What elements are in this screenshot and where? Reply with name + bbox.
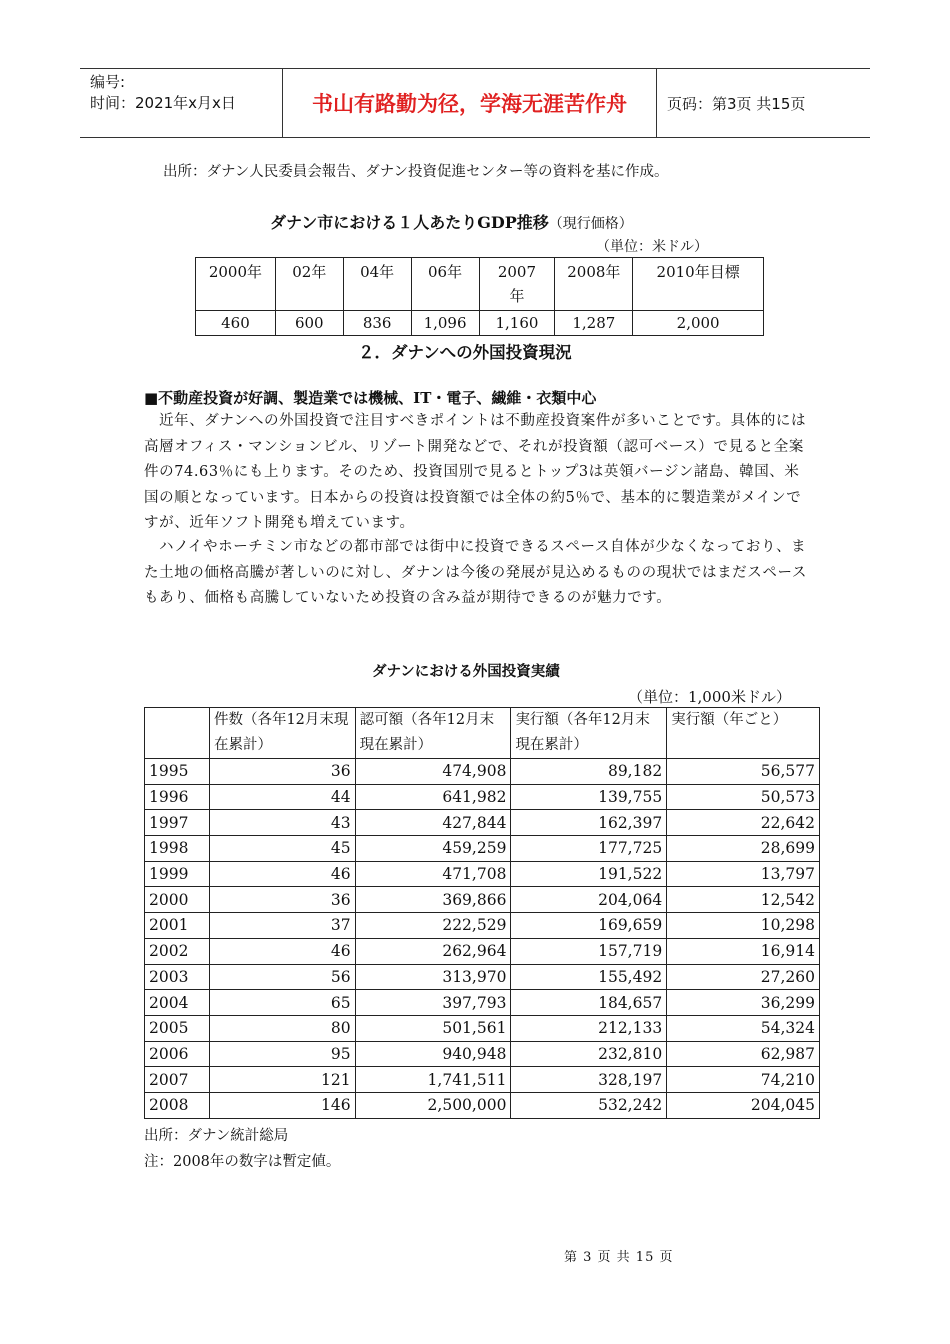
section-title: ２．ダナンへの外国投資現況 [358, 343, 572, 362]
gdp-table-title [270, 210, 633, 233]
fdi-header-cell: 実行額（各年12月末現在累計） [511, 708, 667, 759]
gdp-title-text: ダナン市における１人あたりGDP推移 [270, 213, 549, 232]
fdi-value-cell: 177,725 [511, 836, 667, 862]
gdp-header-cell: 02年 [275, 258, 343, 311]
fdi-year-cell: 1998 [145, 836, 210, 862]
fdi-year-cell: 1999 [145, 861, 210, 887]
gdp-value-cell: 600 [275, 311, 343, 336]
fdi-year-cell: 1995 [145, 759, 210, 785]
gdp-value-cell: 1,287 [555, 311, 633, 336]
fdi-year-cell: 2002 [145, 938, 210, 964]
fdi-value-cell: 474,908 [355, 759, 511, 785]
fdi-header-cell: 認可額（各年12月末現在累計） [355, 708, 511, 759]
header-meta [80, 69, 282, 137]
fdi-value-cell: 27,260 [667, 964, 820, 990]
fdi-value-cell: 212,133 [511, 1015, 667, 1041]
fdi-value-cell: 427,844 [355, 810, 511, 836]
fdi-value-cell: 44 [209, 784, 355, 810]
fdi-row [145, 1015, 820, 1041]
gdp-source-note: 出所：ダナン人民委員会報告、ダナン投資促進センター等の資料を基に作成。 [163, 164, 669, 180]
fdi-value-cell: 459,259 [355, 836, 511, 862]
paragraph-1: 近年、ダナンへの外国投資で注目すべきポイントは不動産投資案件が多いことです。具体的には高層オフィス・マンションビル、リゾート開発などで、それが投資額（認可ベース）で見ると全案件の74.63％にも上ります。そのため、投資国別で見るとトップ3は英領バージン諸島、韓国、米国の順となっています。日本からの投資は投資額では全体の約5％で、基本的に製造業がメインですが、近年ソフト開発も増えています。 [144, 413, 807, 531]
fdi-value-cell: 56 [209, 964, 355, 990]
fdi-value-cell: 45 [209, 836, 355, 862]
fdi-value-cell: 369,866 [355, 887, 511, 913]
header-motto: 书山有路勤为径，学海无涯苦作舟 [282, 69, 657, 137]
fdi-year-cell: 2005 [145, 1015, 210, 1041]
page-header [80, 68, 870, 138]
fdi-value-cell: 12,542 [667, 887, 820, 913]
fdi-value-cell: 50,573 [667, 784, 820, 810]
fdi-value-cell: 43 [209, 810, 355, 836]
fdi-row [145, 836, 820, 862]
fdi-year-cell: 2008 [145, 1092, 210, 1118]
fdi-value-cell: 37 [209, 913, 355, 939]
fdi-unit: （単位：1,000米ドル） [628, 688, 791, 706]
fdi-table-title: ダナンにおける外国投資実績 [372, 663, 560, 680]
fdi-value-cell: 22,642 [667, 810, 820, 836]
fdi-row [145, 913, 820, 939]
fdi-year-cell: 2001 [145, 913, 210, 939]
fdi-value-cell: 95 [209, 1041, 355, 1067]
fdi-value-cell: 641,982 [355, 784, 511, 810]
fdi-value-cell: 204,045 [667, 1092, 820, 1118]
gdp-header-cell: 2000年 [196, 258, 276, 311]
fdi-value-cell: 532,242 [511, 1092, 667, 1118]
fdi-year-cell: 2006 [145, 1041, 210, 1067]
gdp-header-cell: 2008年 [555, 258, 633, 311]
fdi-value-cell: 36 [209, 887, 355, 913]
gdp-table [195, 257, 764, 336]
fdi-value-cell: 471,708 [355, 861, 511, 887]
fdi-year-cell: 1997 [145, 810, 210, 836]
fdi-value-cell: 169,659 [511, 913, 667, 939]
fdi-header-cell [145, 708, 210, 759]
fdi-value-cell: 54,324 [667, 1015, 820, 1041]
fdi-value-cell: 80 [209, 1015, 355, 1041]
fdi-value-cell: 397,793 [355, 990, 511, 1016]
fdi-header-cell: 実行額（年ごと） [667, 708, 820, 759]
document-date: 时间：2021年x月x日 [90, 94, 236, 112]
gdp-value-cell: 1,096 [411, 311, 479, 336]
section-bullet-heading: ■不動産投資が好調、製造業では機械、IT・電子、繊維・衣類中心 [144, 389, 597, 407]
fdi-value-cell: 36 [209, 759, 355, 785]
gdp-header-cell: 2007年 [479, 258, 555, 311]
fdi-value-cell: 28,699 [667, 836, 820, 862]
fdi-value-cell: 157,719 [511, 938, 667, 964]
fdi-value-cell: 16,914 [667, 938, 820, 964]
fdi-row [145, 990, 820, 1016]
gdp-header-row [196, 258, 764, 311]
gdp-value-cell: 460 [196, 311, 276, 336]
paragraph-2: ハノイやホーチミン市などの都市部では街中に投資できるスペース自体が少なくなっており、また土地の価格高騰が著しいのに対し、ダナンは今後の発展が見込めるものの現状ではまだスペースもあり、価格も高騰していないため投資の含み益が期待できるのが魅力です。 [144, 539, 807, 606]
fdi-value-cell: 222,529 [355, 913, 511, 939]
header-page-info: 页码：第3页 共15页 [667, 94, 806, 113]
fdi-body [145, 759, 820, 1119]
fdi-value-cell: 2,500,000 [355, 1092, 511, 1118]
fdi-value-cell: 940,948 [355, 1041, 511, 1067]
gdp-header-cell: 2010年目標 [633, 258, 764, 311]
fdi-year-cell: 1996 [145, 784, 210, 810]
fdi-row [145, 964, 820, 990]
fdi-value-cell: 162,397 [511, 810, 667, 836]
fdi-value-cell: 46 [209, 861, 355, 887]
gdp-value-cell: 2,000 [633, 311, 764, 336]
fdi-year-cell: 2004 [145, 990, 210, 1016]
fdi-value-cell: 501,561 [355, 1015, 511, 1041]
fdi-value-cell: 262,964 [355, 938, 511, 964]
fdi-value-cell: 232,810 [511, 1041, 667, 1067]
fdi-value-cell: 74,210 [667, 1067, 820, 1093]
fdi-year-cell: 2007 [145, 1067, 210, 1093]
fdi-value-cell: 146 [209, 1092, 355, 1118]
gdp-header-cell: 04年 [343, 258, 411, 311]
fdi-row [145, 861, 820, 887]
fdi-value-cell: 36,299 [667, 990, 820, 1016]
fdi-value-cell: 204,064 [511, 887, 667, 913]
fdi-value-cell: 313,970 [355, 964, 511, 990]
page-footer: 第 3 页 共 15 页 [564, 1250, 674, 1265]
fdi-row [145, 784, 820, 810]
fdi-value-cell: 139,755 [511, 784, 667, 810]
fdi-value-cell: 191,522 [511, 861, 667, 887]
fdi-row [145, 887, 820, 913]
fdi-value-cell: 1,741,511 [355, 1067, 511, 1093]
document-number-label: 编号: [90, 73, 126, 91]
fdi-value-cell: 46 [209, 938, 355, 964]
fdi-source-note: 出所：ダナン統計総局 [144, 1128, 289, 1144]
fdi-value-cell: 121 [209, 1067, 355, 1093]
gdp-unit: （単位：米ドル） [596, 239, 708, 255]
fdi-year-cell: 2003 [145, 964, 210, 990]
fdi-header-cell: 件数（各年12月末現在累計） [209, 708, 355, 759]
fdi-value-cell: 328,197 [511, 1067, 667, 1093]
fdi-value-cell: 56,577 [667, 759, 820, 785]
fdi-footnote: 注：2008年の数字は暫定値。 [144, 1154, 341, 1170]
fdi-row [145, 938, 820, 964]
fdi-year-cell: 2000 [145, 887, 210, 913]
fdi-value-cell: 10,298 [667, 913, 820, 939]
fdi-value-cell: 62,987 [667, 1041, 820, 1067]
fdi-value-cell: 13,797 [667, 861, 820, 887]
fdi-value-cell: 65 [209, 990, 355, 1016]
gdp-value-row [196, 311, 764, 336]
fdi-row [145, 759, 820, 785]
fdi-row [145, 810, 820, 836]
fdi-value-cell: 184,657 [511, 990, 667, 1016]
fdi-row [145, 1067, 820, 1093]
gdp-value-cell: 836 [343, 311, 411, 336]
fdi-value-cell: 89,182 [511, 759, 667, 785]
gdp-value-cell: 1,160 [479, 311, 555, 336]
gdp-title-note: （現行価格） [548, 216, 633, 232]
fdi-row [145, 1041, 820, 1067]
fdi-table [144, 707, 820, 1119]
fdi-value-cell: 155,492 [511, 964, 667, 990]
fdi-header-row [145, 708, 820, 759]
fdi-row [145, 1092, 820, 1118]
gdp-header-cell: 06年 [411, 258, 479, 311]
